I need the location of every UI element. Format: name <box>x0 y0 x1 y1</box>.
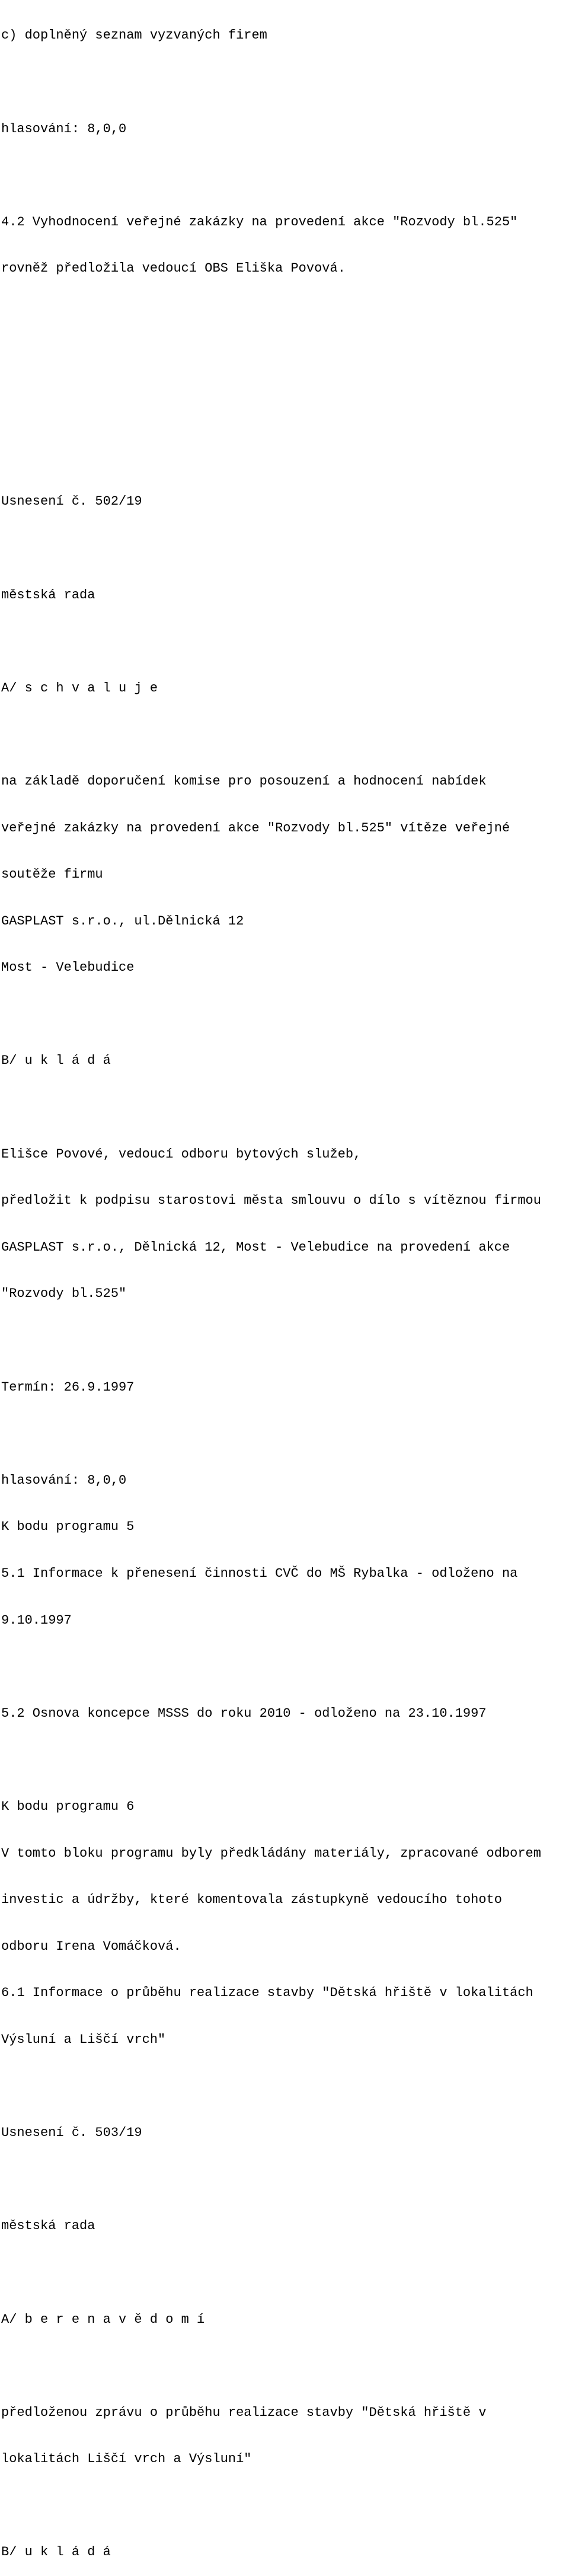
text-line: na základě doporučení komise pro posouzení a hodnocení nabídek <box>1 773 487 789</box>
text-line: rovněž předložila vedoucí OBS Eliška Povová. <box>1 261 346 276</box>
blank-line <box>1 448 569 463</box>
section-heading: A/ s c h v a l u j e <box>1 680 158 696</box>
text-line: Most - Velebudice <box>1 960 135 975</box>
text-line: 5.1 Informace k přenesení činnosti CVČ do MŠ Rybalka - odloženo na <box>1 1566 518 1581</box>
blank-line <box>1 75 569 90</box>
blank-line <box>1 1752 569 1768</box>
blank-line <box>1 168 569 183</box>
blank-line <box>1 2265 569 2281</box>
blank-line <box>1 1100 569 1115</box>
text-line: městská rada <box>1 587 95 602</box>
agenda-item-heading: K bodu programu 6 <box>1 1799 135 1814</box>
blank-line <box>1 308 569 323</box>
resolution-number: Usnesení č. 502/19 <box>1 494 142 509</box>
text-line: hlasování: 8,0,0 <box>1 121 127 136</box>
text-line: odboru Irena Vomáčková. <box>1 1939 181 1954</box>
document-body <box>1 0 569 2576</box>
text-line: předloženou zprávu o průběhu realizace stavby "Dětská hřiště v <box>1 2405 487 2420</box>
text-line: hlasování: 8,0,0 <box>1 1472 127 1488</box>
blank-line <box>1 355 569 370</box>
blank-line <box>1 1007 569 1022</box>
text-line: 6.1 Informace o průběhu realizace stavby "Dětská hřiště v lokalitách <box>1 1985 533 2001</box>
blank-line <box>1 2358 569 2374</box>
text-line: městská rada <box>1 2218 95 2234</box>
blank-line <box>1 1426 569 1442</box>
deadline-line: Termín: 26.9.1997 <box>1 1379 135 1395</box>
section-heading: B/ u k l á d á <box>1 1053 111 1069</box>
text-line: c) doplněný seznam vyzvaných firem <box>1 28 267 43</box>
agenda-item-heading: K bodu programu 5 <box>1 1519 135 1535</box>
resolution-number: Usnesení č. 503/19 <box>1 2125 142 2141</box>
blank-line <box>1 2498 569 2514</box>
text-line: lokalitách Liščí vrch a Výsluní" <box>1 2451 252 2467</box>
blank-line <box>1 2172 569 2188</box>
text-line: 4.2 Vyhodnocení veřejné zakázky na provedení akce "Rozvody bl.525" <box>1 214 518 229</box>
text-line: Elišce Povové, vedoucí odboru bytových služeb, <box>1 1146 362 1162</box>
text-line: Výsluní a Liščí vrch" <box>1 2032 166 2047</box>
text-line: předložit k podpisu starostovi města smlouvu o dílo s vítěznou firmou <box>1 1193 541 1209</box>
blank-line <box>1 727 569 742</box>
text-line: GASPLAST s.r.o., Dělnická 12, Most - Velebudice na provedení akce <box>1 1239 510 1255</box>
text-line: investic a údržby, které komentovala zástupkyně vedoucího tohoto <box>1 1892 502 1908</box>
text-line: soutěže firmu <box>1 867 103 882</box>
blank-line <box>1 401 569 416</box>
blank-line <box>1 2079 569 2094</box>
blank-line <box>1 1659 569 1675</box>
text-line: "Rozvody bl.525" <box>1 1286 127 1302</box>
blank-line <box>1 634 569 649</box>
text-line: GASPLAST s.r.o., ul.Dělnická 12 <box>1 913 244 929</box>
text-line: 5.2 Osnova koncepce MSSS do roku 2010 - odloženo na 23.10.1997 <box>1 1705 487 1721</box>
text-line: 9.10.1997 <box>1 1612 72 1628</box>
section-heading: B/ u k l á d á <box>1 2545 111 2560</box>
text-line: veřejné zakázky na provedení akce "Rozvody bl.525" vítěze veřejné <box>1 820 510 836</box>
blank-line <box>1 541 569 556</box>
text-line: V tomto bloku programu byly předkládány materiály, zpracované odborem <box>1 1845 541 1861</box>
blank-line <box>1 1333 569 1348</box>
section-heading: A/ b e r e n a v ě d o m í <box>1 2312 205 2327</box>
